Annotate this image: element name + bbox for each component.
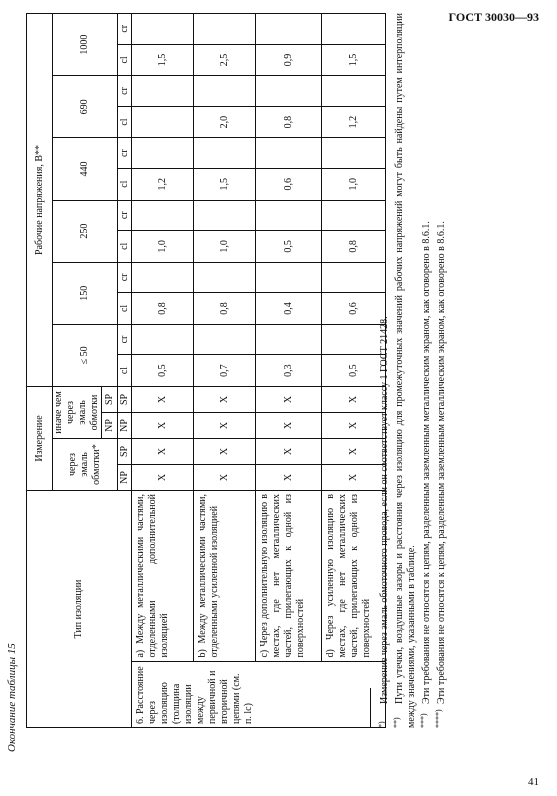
- sub-np: NP: [102, 412, 118, 438]
- row-c-150-cr: [256, 262, 322, 292]
- row-d-other-np: X: [322, 412, 386, 438]
- table-continuation-caption: Окончание таблицы 15: [6, 643, 18, 752]
- row-c-enamel-sp: X: [256, 438, 322, 464]
- sub-sp: SP: [118, 386, 132, 412]
- row-d-1000-cl: 1,5: [322, 44, 386, 76]
- footnote-separator: [370, 688, 371, 728]
- row-b-250-cr: [194, 200, 256, 230]
- row-c-le50-cr: [256, 324, 322, 354]
- row-b-690-cl: 2,0: [194, 106, 256, 138]
- page-header: ГОСТ 30030—93: [448, 10, 539, 24]
- row-b-150-cl: 0,8: [194, 293, 256, 325]
- row-a-le50-cl: 0,5: [132, 355, 194, 387]
- group-label-distance-through-insulation: 6. Расстояние через изоляцию (толщина изоляции между первичной и вторичной цепями (см. п. lc): [132, 661, 386, 727]
- row-a-1000-cl: 1,5: [132, 44, 194, 76]
- header-insulation-type: Тип изоляции: [27, 490, 132, 727]
- voltage-690: 690: [53, 76, 118, 138]
- row-b-other-np: X: [194, 412, 256, 438]
- row-b-690-cr: [194, 76, 256, 106]
- sub-cl: cl: [118, 230, 132, 262]
- row-a-description: a) Между металлическими частями, отделенными дополнительной изоляцией: [132, 490, 194, 661]
- header-working-voltage: Рабочие напряжения, В**: [27, 14, 53, 387]
- row-d-description: d) Через усиленную изоляцию в местах, где нет металлических частей, прилегающих к одной из поверхностей: [322, 490, 386, 661]
- row-b-le50-cr: [194, 324, 256, 354]
- row-b-440-cl: 1,5: [194, 168, 256, 200]
- footnote: [433, 13, 448, 728]
- row-c-le50-cl: 0,3: [256, 355, 322, 387]
- row-c-440-cr: [256, 138, 322, 168]
- row-c-other-sp: X: [256, 386, 322, 412]
- voltage-440: 440: [53, 138, 118, 200]
- footnote-mark: ****): [434, 709, 443, 728]
- sub-sp: SP: [118, 438, 132, 464]
- footnote-text: Эти требования не относятся к цепям, разделенным заземленным металлическим экраном, как оговорено в 8.6.1.: [436, 221, 447, 704]
- row-c-enamel-np: X: [256, 464, 322, 490]
- page-number: 41: [528, 776, 539, 788]
- row-b-enamel-np: X: [194, 464, 256, 490]
- footnote-text: Пути утечки, воздушные зазоры и расстояния через изоляцию для промежуточных значений рабочих напряжений могут быть найдены путем интерполяции между значениями, указанными в таблице.: [394, 13, 417, 728]
- row-a-enamel-np: X: [132, 464, 194, 490]
- row-a-250-cl: 1,0: [132, 230, 194, 262]
- footnotes: [376, 13, 448, 728]
- row-b-250-cl: 1,0: [194, 230, 256, 262]
- row-b-440-cr: [194, 138, 256, 168]
- sub-cr: cr: [118, 324, 132, 354]
- voltage-le50: ≤ 50: [53, 324, 118, 386]
- row-a-440-cl: 1,2: [132, 168, 194, 200]
- voltage-250: 250: [53, 200, 118, 262]
- header-measurement: Измерение: [27, 386, 53, 490]
- sub-np: NP: [118, 412, 132, 438]
- footnote-text: Измерение через эмаль обмоточного провода, если он соответствует классу 1 ГОСТ 21428.: [379, 316, 390, 704]
- row-a-150-cl: 0,8: [132, 293, 194, 325]
- row-a-le50-cr: [132, 324, 194, 354]
- row-a-150-cr: [132, 262, 194, 292]
- row-b-enamel-sp: X: [194, 438, 256, 464]
- sub-sp: SP: [102, 386, 118, 412]
- sub-cl: cl: [118, 293, 132, 325]
- footnote-mark: ***): [419, 713, 428, 728]
- row-d-250-cl: 0,8: [322, 230, 386, 262]
- footnote-mark: **): [392, 717, 401, 728]
- sub-cr: cr: [118, 262, 132, 292]
- footnote: [376, 13, 391, 728]
- sub-cl: cl: [118, 355, 132, 387]
- row-d-other-sp: X: [322, 386, 386, 412]
- sub-cr: cr: [118, 138, 132, 168]
- row-b-description: b) Между металлическими частями, отделенными усиленной изоляцией: [194, 490, 256, 661]
- row-d-enamel-np: X: [322, 464, 386, 490]
- header-through-enamel: через эмаль обмотки*: [53, 438, 118, 490]
- footnote: [418, 13, 433, 728]
- row-c-250-cr: [256, 200, 322, 230]
- row-b-le50-cl: 0,7: [194, 355, 256, 387]
- row-c-250-cl: 0,5: [256, 230, 322, 262]
- footnote-text: Эти требования не относятся к цепям, разделенным заземленным металлическим экраном, как оговорено в 8.6.1.: [421, 221, 432, 704]
- row-a-690-cl: [132, 106, 194, 138]
- row-a-440-cr: [132, 138, 194, 168]
- row-c-1000-cl: 0,9: [256, 44, 322, 76]
- row-c-1000-cr: [256, 14, 322, 45]
- row-a-enamel-sp: X: [132, 438, 194, 464]
- row-d-enamel-sp: X: [322, 438, 386, 464]
- sub-cl: cl: [118, 168, 132, 200]
- row-c-150-cl: 0,4: [256, 293, 322, 325]
- rotated-page-content: [6, 12, 546, 752]
- footnote-mark: *): [377, 721, 386, 728]
- row-a-690-cr: [132, 76, 194, 106]
- sub-cl: cl: [118, 106, 132, 138]
- voltage-150: 150: [53, 262, 118, 324]
- row-b-1000-cl: 2,5: [194, 44, 256, 76]
- sub-cr: cr: [118, 14, 132, 45]
- sub-cr: cr: [118, 76, 132, 106]
- row-c-690-cr: [256, 76, 322, 106]
- row-b-1000-cr: [194, 14, 256, 45]
- sub-cl: cl: [118, 44, 132, 76]
- row-c-other-np: X: [256, 412, 322, 438]
- insulation-distance-table: [26, 13, 386, 728]
- row-b-150-cr: [194, 262, 256, 292]
- row-c-description: c) Через дополнительную изоляцию в местах, где нет металлических частей, прилегающих к одной из поверхностей: [256, 490, 322, 661]
- row-d-440-cl: 1,0: [322, 168, 386, 200]
- row-b-other-sp: X: [194, 386, 256, 412]
- row-a-1000-cr: [132, 14, 194, 45]
- sub-cr: cr: [118, 200, 132, 230]
- row-c-440-cl: 0,6: [256, 168, 322, 200]
- row-c-690-cl: 0,8: [256, 106, 322, 138]
- row-d-150-cl: 0,6: [322, 293, 386, 325]
- row-d-le50-cl: 0,5: [322, 355, 386, 387]
- row-a-other-np: X: [132, 412, 194, 438]
- row-a-other-sp: X: [132, 386, 194, 412]
- row-a-250-cr: [132, 200, 194, 230]
- sub-np: NP: [118, 464, 132, 490]
- footnote: [391, 13, 418, 728]
- row-d-690-cl: 1,2: [322, 106, 386, 138]
- voltage-1000: 1000: [53, 14, 118, 76]
- header-other-than-enamel: иначе чем через эмаль обмотки: [53, 386, 102, 438]
